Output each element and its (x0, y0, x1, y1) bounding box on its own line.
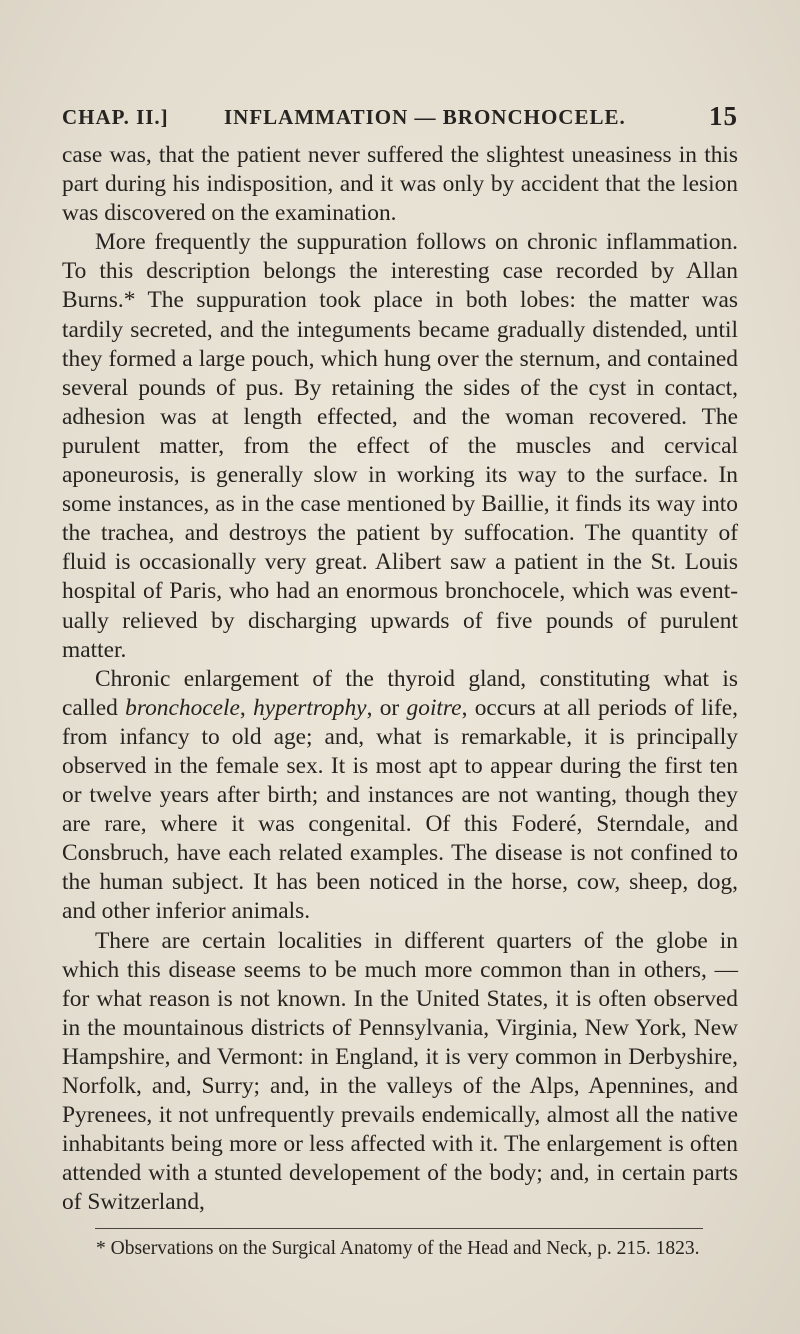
chapter-label: CHAP. II.] (62, 105, 169, 129)
paragraph-chronic-enlargement (62, 665, 738, 927)
paragraph-localities: There are certain localities in different quarters of the globe in which this disease seems to be much more common than in others, — for what reason is not known. In the United States, it is often observed in the mountainous districts of Pennsylvania, Virginia, New York, New Hampshire, and Vermont: in England, it is very common in Derbyshire, Norfolk, and, Surry; and, in the valleys of the Alps, Apennines, and Pyrenees, it not unfrequently prevails endemically, almost all the native inhabitants being more or less affected with it. The enlargement is often attended with a stunted developement of the body; and, in certain parts of Switzerland, (62, 927, 738, 1216)
paragraph-suppuration: More frequently the suppuration follows on chronic inflammation. To this description belongs the interesting case recorded by Allan Burns.* The suppuration took place in both lobes: the matter was tardily secreted, and the integuments became gradually distended, until they formed a large pouch, which hung over the sternum, and contained several pounds of pus. By retaining the sides of the cyst in contact, adhesion was at length effected, and the woman recovered. The purulent matter, from the effect of the muscles and cervical aponeurosis, is generally slow in working its way to the surface. In some instances, as in the case mentioned by Baillie, it finds its way into the trachea, and destroys the patient by suffocation. The quantity of fluid is occasionally very great. Alibert saw a patient in the St. Louis hospital of Paris, who had an enormous bronchocele, which was eventually relieved by discharging upwards of five pounds of purulent matter. (62, 229, 738, 663)
paragraph-continued: case was, that the patient never suffered the slightest uneasiness in this part during his indisposition, and it was only by accident that the lesion was discovered on the examination. (62, 142, 738, 227)
body-text (62, 141, 738, 1217)
footnote-rule (95, 1228, 703, 1229)
running-head (62, 101, 738, 139)
running-title: INFLAMMATION — BRONCHOCELE. (224, 105, 626, 129)
term-hypertrophy: hypertrophy (253, 694, 367, 721)
term-goitre: goitre (406, 694, 462, 721)
footnote: * Observations on the Surgical Anatomy of the Head and Neck, p. 215. 1823. (96, 1238, 700, 1259)
text-run: , occurs at all periods of life, from infancy to old age; and, what is remarkable, it is principally observed in the female sex. It is most apt to appear during the first ten or twelve years after birth; and instances are not wanting, though they are rare, where it was congenital. Of this Foderé, Sterndale, and Consbruch, have each related examples. The disease is not confined to the human subject. It has been noticed in the horse, cow, sheep, dog, and other inferior animals. (62, 694, 739, 925)
text-run: , or (366, 694, 407, 721)
term-bronchocele: bronchocele (125, 694, 240, 721)
text-run: Chronic enlargement of the thyroid gland, constituting what is called (62, 665, 738, 721)
page-number: 15 (709, 101, 738, 131)
text-run: , (239, 694, 254, 721)
